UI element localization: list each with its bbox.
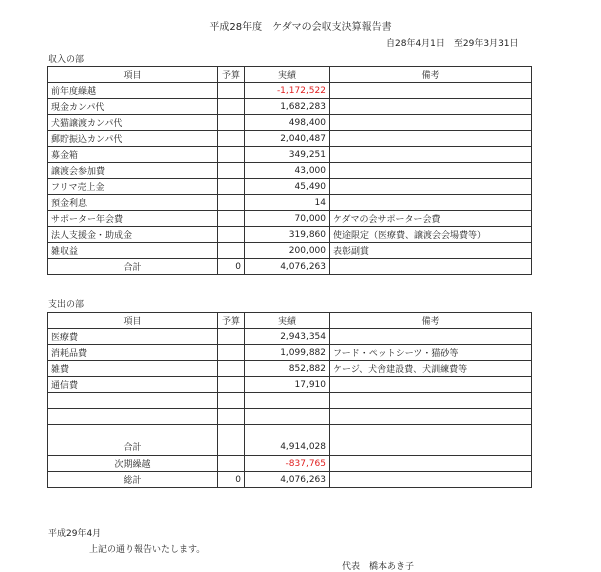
actual-cell: 349,251: [245, 147, 330, 163]
budget-cell: [218, 329, 245, 345]
budget-cell: [218, 438, 245, 456]
expense-table: [47, 312, 532, 488]
income-header-row: [48, 67, 532, 83]
note-cell: [330, 99, 532, 115]
actual-cell: 17,910: [245, 377, 330, 393]
note-cell: [330, 438, 532, 456]
actual-cell: 4,076,263: [245, 472, 330, 488]
note-cell: [330, 147, 532, 163]
actual-cell: 2,040,487: [245, 131, 330, 147]
header-note: 備考: [330, 313, 532, 329]
item-cell: サポーター年会費: [48, 211, 218, 227]
item-cell: [48, 393, 218, 409]
note-cell: [330, 393, 532, 409]
note-cell: 表彰副賞: [330, 243, 532, 259]
actual-cell: 2,943,354: [245, 329, 330, 345]
item-cell: 法人支援金・助成金: [48, 227, 218, 243]
item-cell: 現金カンパ代: [48, 99, 218, 115]
expense-total-row: [48, 438, 532, 456]
header-note: 備考: [330, 67, 532, 83]
note-cell: [330, 329, 532, 345]
total-label-cell: 合計: [48, 259, 218, 275]
budget-cell: [218, 195, 245, 211]
budget-cell: [218, 393, 245, 409]
expense-row: [48, 345, 532, 361]
expense-grand-total-row: [48, 472, 532, 488]
fiscal-period: 自28年4月1日 至29年3月31日: [386, 39, 519, 49]
note-cell: [330, 179, 532, 195]
actual-cell: [245, 425, 330, 439]
expense-blank-row: [48, 425, 532, 439]
actual-cell: 1,682,283: [245, 99, 330, 115]
expense-header-row: [48, 313, 532, 329]
actual-cell: 1,099,882: [245, 345, 330, 361]
actual-cell: 4,076,263: [245, 259, 330, 275]
expense-row: [48, 361, 532, 377]
budget-cell: [218, 409, 245, 425]
note-cell: ケージ、犬舎建設費、犬訓練費等: [330, 361, 532, 377]
actual-cell: 319,860: [245, 227, 330, 243]
item-cell: 通信費: [48, 377, 218, 393]
item-cell: 犬猫譲渡カンパ代: [48, 115, 218, 131]
budget-cell: [218, 361, 245, 377]
note-cell: 使途限定（医療費、譲渡会会場費等）: [330, 227, 532, 243]
budget-cell: [218, 115, 245, 131]
header-actual: 実績: [245, 313, 330, 329]
actual-cell: [245, 393, 330, 409]
budget-cell: [218, 83, 245, 99]
note-cell: [330, 409, 532, 425]
budget-cell: [218, 99, 245, 115]
income-row: [48, 195, 532, 211]
actual-cell: [245, 409, 330, 425]
budget-cell: [218, 211, 245, 227]
item-cell: 雑収益: [48, 243, 218, 259]
expense-row: [48, 377, 532, 393]
header-budget: 予算: [218, 313, 245, 329]
note-cell: [330, 195, 532, 211]
item-cell: 譲渡会参加費: [48, 163, 218, 179]
item-cell: フリマ売上金: [48, 179, 218, 195]
note-cell: フード・ペットシーツ・猫砂等: [330, 345, 532, 361]
income-row: [48, 99, 532, 115]
item-cell: 前年度繰越: [48, 83, 218, 99]
actual-cell: 14: [245, 195, 330, 211]
note-cell: [330, 163, 532, 179]
income-total-row: [48, 259, 532, 275]
note-cell: [330, 377, 532, 393]
budget-cell: 0: [218, 259, 245, 275]
expense-row: [48, 329, 532, 345]
item-cell: [48, 409, 218, 425]
note-cell: ケダマの会サポーター会費: [330, 211, 532, 227]
budget-cell: 0: [218, 472, 245, 488]
header-item: 項目: [48, 67, 218, 83]
item-cell: 郵貯振込カンパ代: [48, 131, 218, 147]
item-cell: 募金箱: [48, 147, 218, 163]
budget-cell: [218, 377, 245, 393]
note-cell: [330, 115, 532, 131]
budget-cell: [218, 131, 245, 147]
income-row: [48, 83, 532, 99]
income-row: [48, 115, 532, 131]
income-row: [48, 211, 532, 227]
budget-cell: [218, 163, 245, 179]
report-title: 平成28年度 ケダマの会収支決算報告書: [209, 22, 392, 33]
actual-cell: 498,400: [245, 115, 330, 131]
actual-cell: 70,000: [245, 211, 330, 227]
income-table: [47, 66, 532, 275]
budget-cell: [218, 456, 245, 472]
actual-cell: -837,765: [245, 456, 330, 472]
income-row: [48, 131, 532, 147]
income-row: [48, 147, 532, 163]
actual-cell: -1,172,522: [245, 83, 330, 99]
item-cell: 雑費: [48, 361, 218, 377]
report-date: 平成29年4月: [48, 529, 102, 539]
expense-blank-row: [48, 409, 532, 425]
header-item: 項目: [48, 313, 218, 329]
expense-blank-row: [48, 393, 532, 409]
actual-cell: 4,914,028: [245, 438, 330, 456]
total-label-cell: 次期繰越: [48, 456, 218, 472]
note-cell: [330, 472, 532, 488]
expense-section-label: 支出の部: [48, 300, 85, 310]
expense-carryover-row: [48, 456, 532, 472]
header-budget: 予算: [218, 67, 245, 83]
actual-cell: 45,490: [245, 179, 330, 195]
header-actual: 実績: [245, 67, 330, 83]
income-section-label: 収入の部: [48, 55, 85, 65]
note-cell: [330, 456, 532, 472]
actual-cell: 43,000: [245, 163, 330, 179]
total-label-cell: 合計: [48, 438, 218, 456]
item-cell: 預金利息: [48, 195, 218, 211]
budget-cell: [218, 147, 245, 163]
actual-cell: 852,882: [245, 361, 330, 377]
item-cell: 消耗品費: [48, 345, 218, 361]
budget-cell: [218, 243, 245, 259]
note-cell: [330, 259, 532, 275]
income-row: [48, 179, 532, 195]
note-cell: [330, 83, 532, 99]
total-label-cell: 総計: [48, 472, 218, 488]
note-cell: [330, 425, 532, 439]
representative-signature: 代表 橋本あき子: [342, 562, 415, 572]
budget-cell: [218, 345, 245, 361]
note-cell: [330, 131, 532, 147]
income-row: [48, 243, 532, 259]
report-statement: 上記の通り報告いたします。: [89, 545, 206, 555]
item-cell: [48, 425, 218, 439]
item-cell: 医療費: [48, 329, 218, 345]
actual-cell: 200,000: [245, 243, 330, 259]
budget-cell: [218, 179, 245, 195]
budget-cell: [218, 227, 245, 243]
income-row: [48, 227, 532, 243]
income-row: [48, 163, 532, 179]
budget-cell: [218, 425, 245, 439]
